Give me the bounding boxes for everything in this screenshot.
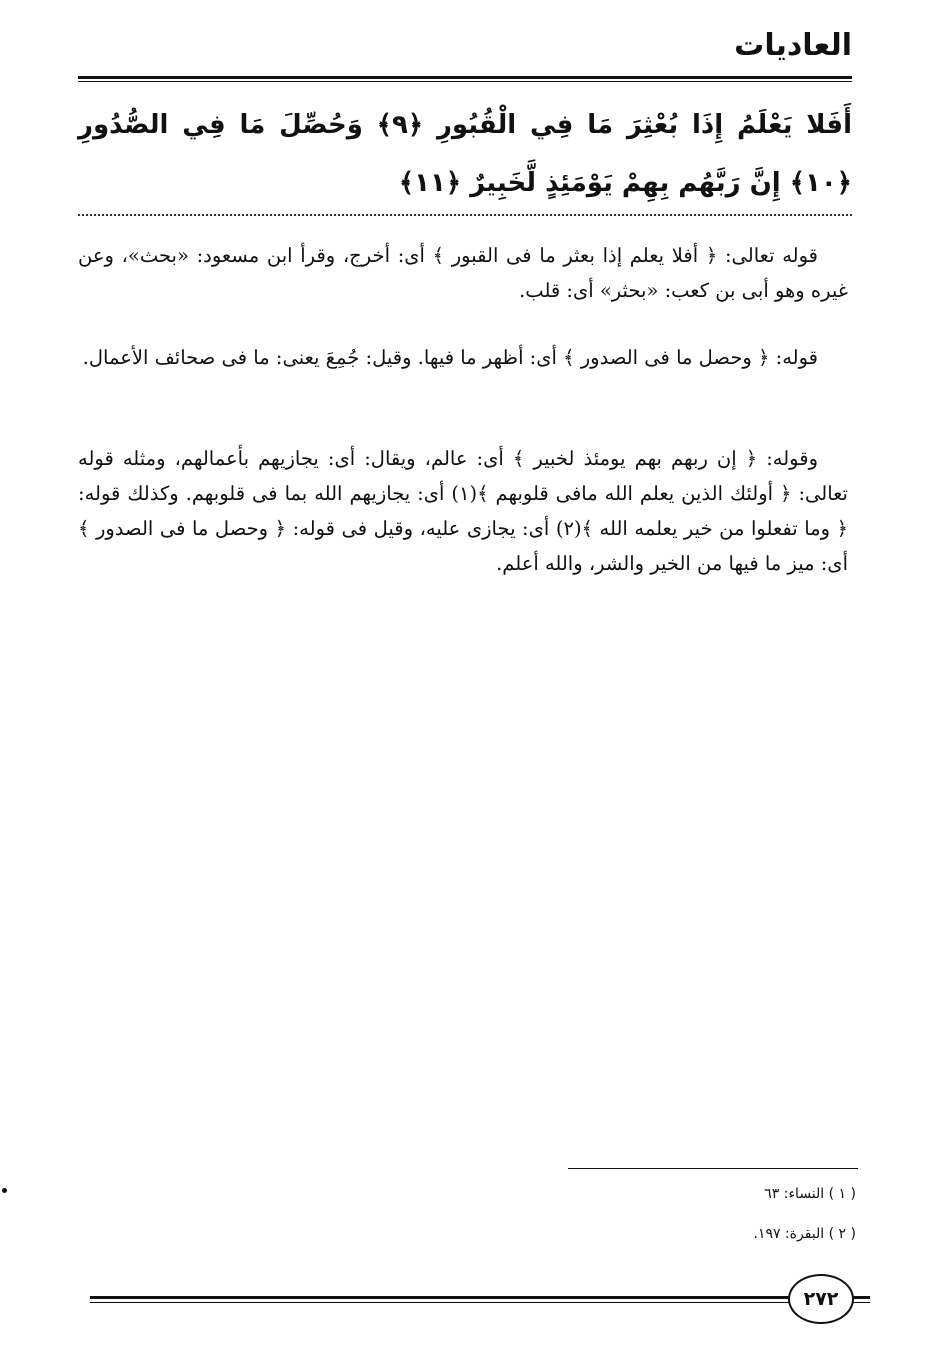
commentary-paragraph-1 (78, 238, 848, 308)
paragraph-text: قوله تعالى: ﴿ أفلا يعلم إذا بعثر ما فى القبور ﴾ أى: أخرج، وقرأ ابن مسعود: «بحث»، وعن غيره وهو أبى بن كعب: «بحثر» أى: قلب. (78, 244, 848, 302)
commentary-paragraph-3 (78, 441, 848, 581)
footer-rule (90, 1296, 870, 1303)
paragraph-text: وقوله: ﴿ إن ربهم بهم يومئذ لخبير ﴾ أى: عالم، ويقال: أى: يجازيهم بأعمالهم، ومثله قوله تعالى: ﴿ أولئك الذين يعلم الله مافى قلوبهم ﴾(١) أى: يجازيهم الله بما فى قلوبهم. وكذلك قوله: ﴿ وما تفعلوا من خير يعلمه الله ﴾(٢) أى: يجازى عليه، وقيل فى قوله: ﴿ وحصل ما فى الصدور ﴾ أى: ميز ما فيها من الخير والشر، والله أعلم. (78, 447, 848, 575)
dotted-separator (78, 214, 852, 216)
quran-verses: أَفَلا يَعْلَمُ إِذَا بُعْثِرَ مَا فِي الْقُبُورِ ﴿٩﴾ وَحُصِّلَ مَا فِي الصُّدُورِ ﴿١٠﴾ إِنَّ رَبَّهُم بِهِمْ يَوْمَئِذٍ لَّخَبِيرٌ ﴿١١﴾ (78, 110, 852, 198)
header-rule (78, 76, 852, 82)
footnote-2: ( ٢ ) البقرة: ١٩٧. (753, 1226, 856, 1242)
scan-mark (2, 1188, 7, 1193)
surah-title: العاديات (734, 28, 852, 63)
paragraph-text: قوله: ﴿ وحصل ما فى الصدور ﴾ أى: أظهر ما فيها. وقيل: جُمِعَ يعنى: ما فى صحائف الأعمال. (82, 346, 818, 369)
footnote-1: ( ١ ) النساء: ٦٣ (764, 1186, 856, 1202)
page-number: ٢٧٢ (788, 1274, 854, 1324)
footnote-rule (568, 1168, 858, 1169)
commentary-paragraph-2 (78, 340, 848, 375)
